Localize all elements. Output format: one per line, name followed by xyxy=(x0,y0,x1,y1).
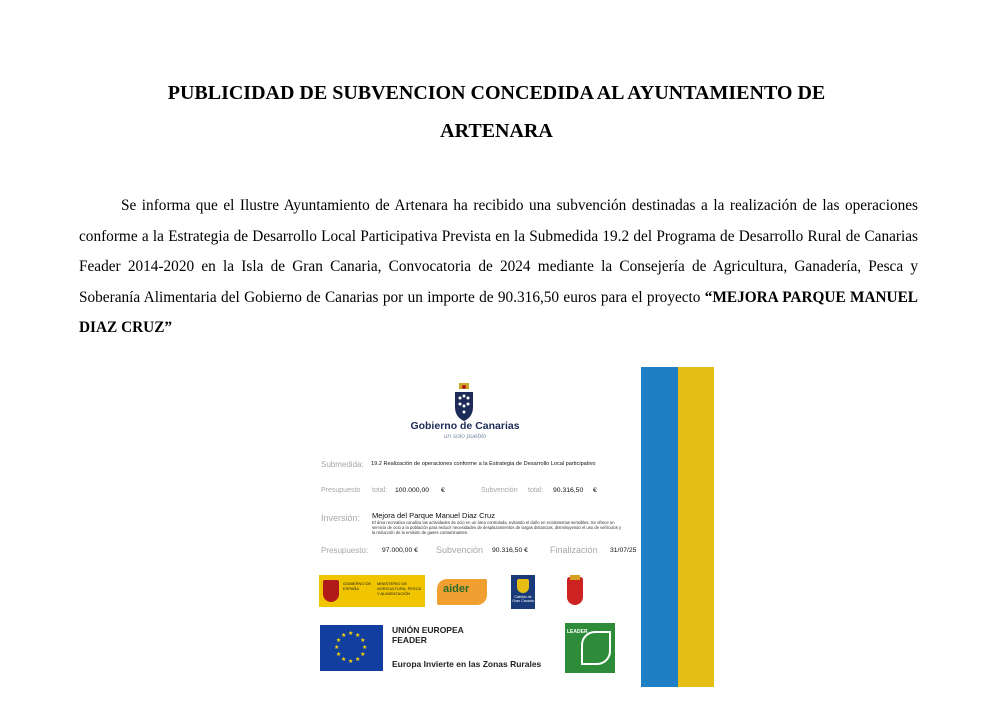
inversion-value: Mejora del Parque Manuel Diaz Cruz xyxy=(372,511,495,520)
subvencion-value: 90.316,50 € xyxy=(492,547,528,554)
presupuesto-total-label: Presupuesto xyxy=(321,487,361,494)
submedida-value: 19.2 Realización de operaciones conforme a la Estrategia de Desarrollo Local participativo xyxy=(371,461,596,467)
artenara-logo xyxy=(563,575,587,609)
presupuesto-label: Presupuesto: xyxy=(321,546,369,555)
spain-shield-icon xyxy=(323,580,339,602)
leaf-icon xyxy=(581,631,611,665)
subvencion-total-currency: € xyxy=(593,487,597,494)
ministry-text-a: GOBIERNO DE ESPAÑA xyxy=(343,581,372,591)
eu-star-icon: ★ xyxy=(355,632,361,639)
eu-star-icon: ★ xyxy=(335,638,342,644)
eu-star-icon: ★ xyxy=(355,657,361,664)
paragraph-text: Se informa que el Ilustre Ayuntamiento de Artenara ha recibido una subvención destinadas a la realización de las operaciones conforme a la Estrategia de Desarrollo Local Participativa Prevista en la Submedida 19.2 del Programa de Desarrollo Rural de Canarias Feader 2014-2020 en la Isla de Gran Canaria, Convocatoria de 2024 mediante la Consejería de Agricultura, Ganadería, Pesca y Soberanía Alimentaria del Gobierno de Canarias por un importe de 90.316,50 euros para el proyecto xyxy=(79,197,918,306)
eu-star-icon: ★ xyxy=(341,657,347,664)
subvencion-label: Subvención xyxy=(436,545,484,555)
eu-star-icon: ★ xyxy=(362,645,368,651)
inversion-label: Inversión: xyxy=(321,513,361,523)
eu-line-2: FEADER xyxy=(392,635,427,645)
subvencion-total-value: 90.316,50 xyxy=(553,487,584,494)
artenara-shield-icon xyxy=(567,577,583,605)
blue-stripe xyxy=(641,367,678,687)
presupuesto-total-value: 100.000,00 xyxy=(395,487,430,494)
crown-icon xyxy=(570,575,580,580)
eu-star-icon: ★ xyxy=(360,638,366,644)
eu-line-1: UNIÓN EUROPEA xyxy=(392,625,464,635)
org-name: Gobierno de Canarias xyxy=(410,420,520,432)
presupuesto-total-word: total: xyxy=(372,487,388,494)
grant-poster xyxy=(285,367,714,687)
canarias-crest-icon xyxy=(453,383,475,423)
project-description: El área recreativa canaliza las actividades de ocio en un área controlada, evitando el daño en ecosistemas sensibles. Se ofrece un servicio de ocio a la población para reducir necesidades de desplazamientos de largas distancias, disminuyendo el uso de vehículos y la reducción de la emisión de gases contaminantes. xyxy=(372,520,622,536)
subvencion-total-word: total: xyxy=(528,487,544,494)
document-title-line-1: PUBLICIDAD DE SUBVENCION CONCEDIDA AL AYUNTAMIENTO DE xyxy=(167,82,826,104)
presupuesto-total-currency: € xyxy=(441,487,445,494)
cabildo-text: Cabildo de Gran Canaria xyxy=(512,595,534,604)
eu-star-icon: ★ xyxy=(335,652,342,658)
cabildo-logo xyxy=(511,575,535,609)
cabildo-shield-icon xyxy=(517,579,529,593)
ministry-text-b: MINISTERIO DE AGRICULTURA, PESCA Y ALIMENTACIÓN xyxy=(377,581,421,596)
ministry-logo xyxy=(319,575,425,607)
eu-star-icon: ★ xyxy=(360,652,366,658)
yellow-stripe xyxy=(678,367,714,687)
eu-star-icon: ★ xyxy=(348,631,354,637)
aider-logo xyxy=(435,575,489,607)
org-tagline: un solo pueblo xyxy=(443,433,487,440)
finalizacion-label: Finalización xyxy=(550,545,598,555)
leader-logo xyxy=(565,623,615,673)
eu-star-icon: ★ xyxy=(334,645,340,651)
body-paragraph xyxy=(79,191,918,344)
project-name: “MEJORA PARQUE MANUEL DIAZ CRUZ” xyxy=(79,288,918,336)
finalizacion-value: 31/07/25 xyxy=(610,547,637,554)
eu-line-3: Europa Invierte en las Zonas Rurales xyxy=(392,659,542,669)
submedida-label: Submedida: xyxy=(321,460,364,469)
eu-star-icon: ★ xyxy=(348,659,354,665)
presupuesto-value: 97.000,00 € xyxy=(382,547,418,554)
document-title-line-2: ARTENARA xyxy=(440,120,553,142)
subvencion-total-label: Subvención xyxy=(481,487,518,494)
eu-flag-icon xyxy=(320,625,383,671)
eu-star-icon: ★ xyxy=(341,632,347,639)
leader-text: LEADER xyxy=(567,629,588,635)
aider-text: aider xyxy=(443,583,470,595)
